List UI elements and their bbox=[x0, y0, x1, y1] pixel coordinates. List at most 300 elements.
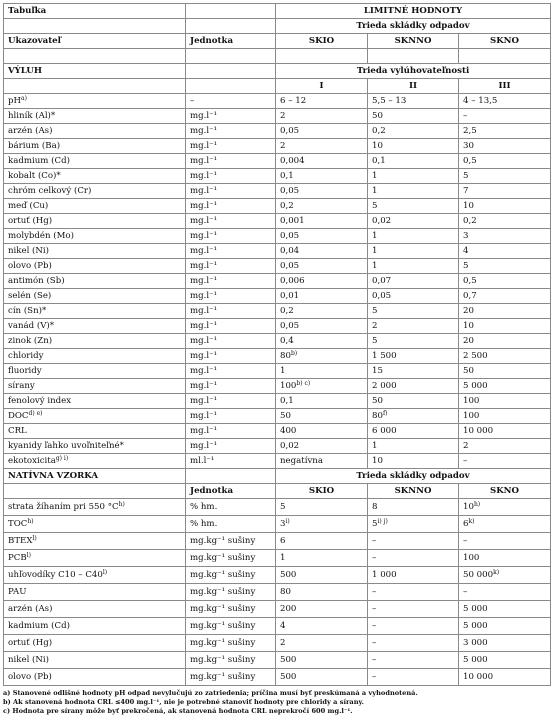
unit-cell-text: mg.l⁻¹ bbox=[190, 200, 218, 211]
limit-value-1 bbox=[276, 109, 368, 124]
indicator-name bbox=[4, 409, 186, 424]
unit-cell-text: mg.kg⁻¹ sušiny bbox=[190, 671, 256, 682]
table-row bbox=[4, 169, 551, 184]
unit-cell bbox=[186, 601, 276, 618]
limit-value-2 bbox=[368, 409, 459, 424]
limit-value-2 bbox=[368, 424, 459, 439]
limit-value-3 bbox=[459, 409, 551, 424]
unit-cell bbox=[186, 154, 276, 169]
limit-value-3 bbox=[459, 618, 551, 635]
limit-value-1-text: 0,1 bbox=[280, 395, 294, 406]
limit-value-2-text: 0,07 bbox=[372, 275, 392, 286]
limit-value-3-text: 100 bbox=[463, 552, 480, 563]
unit-cell-text: % hm. bbox=[190, 501, 218, 512]
unit-cell bbox=[186, 439, 276, 454]
limit-value-3 bbox=[459, 364, 551, 379]
indicator-name-text: zinok (Zn) bbox=[8, 335, 53, 346]
empty-cell bbox=[276, 49, 368, 64]
limit-value-2-text: – bbox=[372, 671, 377, 682]
leachate-section-title: VÝLUH bbox=[4, 64, 186, 79]
unit-cell-text: mg.l⁻¹ bbox=[190, 185, 218, 196]
footnote-mark: l) bbox=[32, 534, 37, 542]
limit-value-3 bbox=[459, 635, 551, 652]
indicator-name bbox=[4, 109, 186, 124]
unit-cell bbox=[186, 94, 276, 109]
limit-value-3-text: 2,5 bbox=[463, 125, 477, 136]
footnote-mark: l) bbox=[26, 551, 31, 559]
indicator-name bbox=[4, 567, 186, 584]
indicator-name-text: kobalt (Co)* bbox=[8, 170, 61, 181]
limit-value-1-text: 3 bbox=[280, 518, 286, 529]
limit-value-1 bbox=[276, 550, 368, 567]
table-row bbox=[4, 439, 551, 454]
limit-value-3 bbox=[459, 169, 551, 184]
unit-cell-text: mg.l⁻¹ bbox=[190, 395, 218, 406]
limit-value-1-text: 0,4 bbox=[280, 335, 294, 346]
limit-value-1 bbox=[276, 364, 368, 379]
limit-value-3 bbox=[459, 499, 551, 516]
limit-value-2-text: – bbox=[372, 654, 377, 665]
limit-value-3-text: 5 000 bbox=[463, 620, 488, 631]
limit-value-1-text: 4 bbox=[280, 620, 286, 631]
limit-value-2 bbox=[368, 244, 459, 259]
indicator-name bbox=[4, 214, 186, 229]
limit-value-3 bbox=[459, 139, 551, 154]
limit-value-1-text: 200 bbox=[280, 603, 297, 614]
indicator-name-text: selén (Se) bbox=[8, 290, 52, 301]
limit-value-2 bbox=[368, 439, 459, 454]
limit-value-2-text: 1 bbox=[372, 185, 378, 196]
limit-value-2-text: 1 000 bbox=[372, 569, 397, 580]
limit-value-2-text: 10 bbox=[372, 455, 383, 466]
indicator-name-text: molybdén (Mo) bbox=[8, 230, 74, 241]
limit-value-2-text: 1 bbox=[372, 245, 378, 256]
table-row bbox=[4, 454, 551, 469]
limit-value-2 bbox=[368, 533, 459, 550]
limit-value-3 bbox=[459, 109, 551, 124]
leach-class-header-3: III bbox=[459, 79, 551, 94]
limit-value-2-text: – bbox=[372, 552, 377, 563]
limit-value-1-text: 500 bbox=[280, 671, 297, 682]
footnote-mark: i) bbox=[285, 517, 290, 525]
indicator-name-text: ortuť (Hg) bbox=[8, 637, 53, 648]
unit-cell-text: mg.l⁻¹ bbox=[190, 320, 218, 331]
indicator-name bbox=[4, 394, 186, 409]
limit-value-2 bbox=[368, 601, 459, 618]
limit-value-2-text: 5 bbox=[372, 518, 378, 529]
footnote: b) Ak stanovená hodnota CRL ≤400 mg.l⁻¹, nie je potrebné stanoviť hodnoty pre chloridy a sírany. bbox=[3, 698, 364, 706]
limit-value-3-text: 50 bbox=[463, 365, 474, 376]
limit-value-2 bbox=[368, 304, 459, 319]
unit-cell bbox=[186, 214, 276, 229]
empty-cell bbox=[4, 49, 186, 64]
indicator-name-text: meď (Cu) bbox=[8, 200, 49, 211]
indicator-name bbox=[4, 379, 186, 394]
limit-value-2-text: – bbox=[372, 637, 377, 648]
limit-value-2 bbox=[368, 516, 459, 533]
limit-value-3 bbox=[459, 439, 551, 454]
indicator-name bbox=[4, 124, 186, 139]
table-row bbox=[4, 567, 551, 584]
limit-value-1 bbox=[276, 454, 368, 469]
unit-cell bbox=[186, 109, 276, 124]
limit-value-2 bbox=[368, 124, 459, 139]
class-header-skio: SKIO bbox=[276, 34, 368, 49]
unit-cell-text: ml.l⁻¹ bbox=[190, 455, 215, 466]
unit-cell bbox=[186, 199, 276, 214]
table-row bbox=[4, 124, 551, 139]
unit-cell-text: mg.l⁻¹ bbox=[190, 335, 218, 346]
limit-value-2 bbox=[368, 259, 459, 274]
limit-value-3-text: 5 bbox=[463, 170, 469, 181]
limit-value-1-text: 500 bbox=[280, 569, 297, 580]
limit-value-2 bbox=[368, 349, 459, 364]
indicator-name bbox=[4, 516, 186, 533]
limit-value-2 bbox=[368, 274, 459, 289]
indicator-name bbox=[4, 259, 186, 274]
limit-value-1 bbox=[276, 184, 368, 199]
unit-cell-text: – bbox=[190, 95, 195, 106]
limit-value-2-text: 1 bbox=[372, 230, 378, 241]
footnote-mark: k) bbox=[493, 568, 500, 576]
limit-value-3-text: – bbox=[463, 586, 468, 597]
unit-cell bbox=[186, 567, 276, 584]
empty-cell bbox=[4, 484, 186, 499]
footnote-mark: l) bbox=[102, 568, 108, 576]
table-row bbox=[4, 533, 551, 550]
limit-value-1 bbox=[276, 289, 368, 304]
table-row bbox=[4, 304, 551, 319]
footnote-mark: g) i) bbox=[55, 454, 69, 462]
indicator-name bbox=[4, 334, 186, 349]
limit-value-2-text: 15 bbox=[372, 365, 383, 376]
limit-value-3 bbox=[459, 424, 551, 439]
unit-cell-text: mg.l⁻¹ bbox=[190, 170, 218, 181]
unit-cell bbox=[186, 584, 276, 601]
limit-value-1-text: 2 bbox=[280, 637, 286, 648]
document bbox=[3, 3, 550, 716]
unit-cell-text: mg.l⁻¹ bbox=[190, 440, 218, 451]
unit-cell-text: mg.l⁻¹ bbox=[190, 245, 218, 256]
limit-value-2 bbox=[368, 169, 459, 184]
table-row bbox=[4, 601, 551, 618]
limit-value-2 bbox=[368, 319, 459, 334]
limit-value-1 bbox=[276, 229, 368, 244]
limit-value-2-text: 0,05 bbox=[372, 290, 392, 301]
unit-cell-text: mg.kg⁻¹ sušiny bbox=[190, 654, 256, 665]
limit-value-1 bbox=[276, 618, 368, 635]
unit-cell-text: mg.l⁻¹ bbox=[190, 230, 218, 241]
limit-value-2-text: 80 bbox=[372, 410, 383, 421]
limit-value-3-text: 20 bbox=[463, 305, 474, 316]
unit-cell-text: mg.l⁻¹ bbox=[190, 260, 218, 271]
unit-cell bbox=[186, 652, 276, 669]
limit-value-1 bbox=[276, 349, 368, 364]
limit-value-1 bbox=[276, 214, 368, 229]
indicator-name bbox=[4, 139, 186, 154]
limit-value-1 bbox=[276, 394, 368, 409]
table-row bbox=[4, 154, 551, 169]
table-row bbox=[4, 274, 551, 289]
limit-value-1 bbox=[276, 409, 368, 424]
limit-value-1 bbox=[276, 652, 368, 669]
unit-cell bbox=[186, 550, 276, 567]
table-row bbox=[4, 289, 551, 304]
indicator-name-text: DOC bbox=[8, 410, 29, 421]
limit-value-3-text: 2 bbox=[463, 440, 469, 451]
limit-value-3 bbox=[459, 516, 551, 533]
limit-value-2 bbox=[368, 567, 459, 584]
unit-cell bbox=[186, 319, 276, 334]
limit-value-1-text: 0,1 bbox=[280, 170, 294, 181]
limits-title: LIMITNÉ HODNOTY bbox=[276, 4, 551, 19]
limit-value-2 bbox=[368, 289, 459, 304]
unit-cell-text: mg.l⁻¹ bbox=[190, 155, 218, 166]
indicator-name-text: pH bbox=[8, 95, 21, 106]
limit-value-3-text: 6 bbox=[463, 518, 469, 529]
table-row bbox=[4, 259, 551, 274]
unit-cell bbox=[186, 169, 276, 184]
table-row bbox=[4, 199, 551, 214]
unit-cell bbox=[186, 289, 276, 304]
limit-value-2 bbox=[368, 584, 459, 601]
limit-value-2 bbox=[368, 334, 459, 349]
limit-value-2 bbox=[368, 652, 459, 669]
limit-value-2-text: – bbox=[372, 603, 377, 614]
limit-value-3-text: 20 bbox=[463, 335, 474, 346]
limit-value-1 bbox=[276, 379, 368, 394]
footnote-mark: b) c) bbox=[296, 379, 311, 387]
limit-value-1 bbox=[276, 274, 368, 289]
limit-value-2 bbox=[368, 364, 459, 379]
limit-value-3 bbox=[459, 274, 551, 289]
limit-value-3 bbox=[459, 533, 551, 550]
limit-value-2 bbox=[368, 229, 459, 244]
limit-value-2 bbox=[368, 669, 459, 686]
limit-value-3-text: 0,5 bbox=[463, 275, 477, 286]
limit-value-3 bbox=[459, 567, 551, 584]
limit-value-1-text: 2 bbox=[280, 110, 286, 121]
limit-value-2-text: 1 bbox=[372, 170, 378, 181]
limit-value-1-text: 0,2 bbox=[280, 305, 294, 316]
table-row bbox=[4, 516, 551, 533]
limit-value-3-text: 0,5 bbox=[463, 155, 477, 166]
limit-value-2-text: 6 000 bbox=[372, 425, 397, 436]
table-row bbox=[4, 244, 551, 259]
limit-value-3 bbox=[459, 154, 551, 169]
indicator-name-text: nikel (Ni) bbox=[8, 654, 50, 665]
limit-value-2 bbox=[368, 139, 459, 154]
limit-value-2-text: 10 bbox=[372, 140, 383, 151]
table-row bbox=[4, 139, 551, 154]
limit-value-3 bbox=[459, 124, 551, 139]
limit-value-2-text: 2 000 bbox=[372, 380, 397, 391]
unit-cell bbox=[186, 516, 276, 533]
limit-value-3-text: 2 500 bbox=[463, 350, 488, 361]
limit-value-1-text: 100 bbox=[280, 380, 297, 391]
native-class-header-skno: SKNO bbox=[459, 484, 551, 499]
limit-value-3-text: 5 000 bbox=[463, 654, 488, 665]
unit-cell-text: mg.kg⁻¹ sušiny bbox=[190, 603, 256, 614]
unit-cell bbox=[186, 364, 276, 379]
limit-value-1 bbox=[276, 584, 368, 601]
limit-value-2 bbox=[368, 379, 459, 394]
footnote-mark: i) j) bbox=[377, 517, 388, 525]
indicator-name-text: nikel (Ni) bbox=[8, 245, 50, 256]
limit-value-2 bbox=[368, 499, 459, 516]
indicator-name-text: hliník (Al)* bbox=[8, 110, 56, 121]
class-header-sknno: SKNNO bbox=[368, 34, 459, 49]
limit-value-2-text: 5 bbox=[372, 305, 378, 316]
table-row bbox=[4, 394, 551, 409]
indicator-name-text: chloridy bbox=[8, 350, 44, 361]
landfill-class-title: Trieda skládky odpadov bbox=[276, 19, 551, 34]
unit-cell bbox=[186, 304, 276, 319]
indicator-name-text: arzén (As) bbox=[8, 125, 53, 136]
limit-value-1-text: 5 bbox=[280, 501, 286, 512]
unit-cell-text: mg.l⁻¹ bbox=[190, 215, 218, 226]
limit-value-3 bbox=[459, 229, 551, 244]
indicator-name-text: bárium (Ba) bbox=[8, 140, 61, 151]
limit-value-1-text: 0,05 bbox=[280, 320, 300, 331]
limit-value-3 bbox=[459, 349, 551, 364]
leach-class-header-1: I bbox=[276, 79, 368, 94]
limit-value-1-text: 2 bbox=[280, 140, 286, 151]
footnote-mark: h) bbox=[118, 500, 125, 508]
leachability-class-title: Trieda vylúhovateľnosti bbox=[276, 64, 551, 79]
limit-value-2-text: 8 bbox=[372, 501, 378, 512]
limit-value-3 bbox=[459, 669, 551, 686]
limit-value-2 bbox=[368, 454, 459, 469]
footnote-mark: h) bbox=[473, 500, 481, 508]
table-row bbox=[4, 424, 551, 439]
limit-value-1-text: 50 bbox=[280, 410, 291, 421]
table-row bbox=[4, 669, 551, 686]
limit-value-2-text: – bbox=[372, 586, 377, 597]
indicator-name bbox=[4, 635, 186, 652]
unit-cell-text: mg.l⁻¹ bbox=[190, 380, 218, 391]
limit-value-1-text: 0,004 bbox=[280, 155, 305, 166]
footnote-mark: f) bbox=[382, 409, 388, 417]
native-class-title: Trieda skládky odpadov bbox=[276, 469, 551, 484]
unit-cell bbox=[186, 124, 276, 139]
limit-value-1-text: 0,2 bbox=[280, 200, 294, 211]
unit-cell bbox=[186, 349, 276, 364]
native-class-header-skio: SKIO bbox=[276, 484, 368, 499]
limit-value-1-text: 0,01 bbox=[280, 290, 300, 301]
unit-cell-text: mg.kg⁻¹ sušiny bbox=[190, 535, 256, 546]
table-row bbox=[4, 184, 551, 199]
limit-value-3 bbox=[459, 289, 551, 304]
unit-cell-text: mg.l⁻¹ bbox=[190, 275, 218, 286]
table-row bbox=[4, 635, 551, 652]
indicator-name bbox=[4, 669, 186, 686]
unit-cell-text: mg.l⁻¹ bbox=[190, 350, 218, 361]
table-row bbox=[4, 652, 551, 669]
limit-value-2 bbox=[368, 394, 459, 409]
limit-value-1 bbox=[276, 139, 368, 154]
unit-cell bbox=[186, 669, 276, 686]
limit-value-3 bbox=[459, 244, 551, 259]
indicator-name-text: BTEX bbox=[8, 535, 33, 546]
leach-class-header-2: II bbox=[368, 79, 459, 94]
indicator-name-text: PCB bbox=[8, 552, 27, 563]
limit-value-3-text: 4 bbox=[463, 245, 469, 256]
limit-value-3-text: 10 000 bbox=[463, 425, 494, 436]
indicator-name-text: cín (Sn)* bbox=[8, 305, 47, 316]
indicator-name bbox=[4, 199, 186, 214]
limit-value-1 bbox=[276, 567, 368, 584]
indicator-name bbox=[4, 601, 186, 618]
limit-value-2-text: 5 bbox=[372, 200, 378, 211]
table-row bbox=[4, 94, 551, 109]
limit-value-3-text: 10 bbox=[463, 200, 474, 211]
limit-value-2-text: 0,1 bbox=[372, 155, 386, 166]
table-row bbox=[4, 214, 551, 229]
indicator-name-text: TOC bbox=[8, 518, 28, 529]
indicator-name-text: kadmium (Cd) bbox=[8, 620, 70, 631]
limit-value-1-text: 80 bbox=[280, 350, 291, 361]
unit-cell-text: mg.kg⁻¹ sušiny bbox=[190, 586, 256, 597]
indicator-name bbox=[4, 184, 186, 199]
limit-value-1 bbox=[276, 319, 368, 334]
limit-value-3-text: 4 – 13,5 bbox=[463, 95, 498, 106]
empty-cell bbox=[186, 4, 276, 19]
limit-value-2 bbox=[368, 109, 459, 124]
indicator-name-text: ortuť (Hg) bbox=[8, 215, 53, 226]
footnote: a) Stanovené odlišné hodnoty pH odpad nevylučujú zo zatriedenia; príčina musí byť preskúmaná a vyhodnotená. bbox=[3, 689, 418, 697]
indicator-name bbox=[4, 289, 186, 304]
limit-value-1 bbox=[276, 304, 368, 319]
empty-cell bbox=[368, 49, 459, 64]
indicator-name bbox=[4, 319, 186, 334]
limit-value-3-text: – bbox=[463, 535, 468, 546]
limit-value-2 bbox=[368, 618, 459, 635]
limit-value-3 bbox=[459, 199, 551, 214]
limit-value-2-text: 0,2 bbox=[372, 125, 386, 136]
unit-cell bbox=[186, 274, 276, 289]
limit-value-1-text: 0,001 bbox=[280, 215, 305, 226]
limit-value-2-text: 5 bbox=[372, 335, 378, 346]
limit-value-1 bbox=[276, 499, 368, 516]
table-row bbox=[4, 109, 551, 124]
limit-value-3 bbox=[459, 394, 551, 409]
table-row bbox=[4, 584, 551, 601]
limit-value-3 bbox=[459, 304, 551, 319]
class-header-skno: SKNO bbox=[459, 34, 551, 49]
table-row bbox=[4, 229, 551, 244]
limit-value-2-text: 0,02 bbox=[372, 215, 392, 226]
indicator-name bbox=[4, 229, 186, 244]
limit-value-3 bbox=[459, 550, 551, 567]
unit-cell-text: mg.l⁻¹ bbox=[190, 410, 218, 421]
unit-cell bbox=[186, 409, 276, 424]
native-class-header-sknno: SKNNO bbox=[368, 484, 459, 499]
table-row bbox=[4, 550, 551, 567]
limit-value-1 bbox=[276, 169, 368, 184]
empty-cell bbox=[186, 19, 276, 34]
unit-cell bbox=[186, 259, 276, 274]
table-row bbox=[4, 379, 551, 394]
table-title: Tabuľka bbox=[4, 4, 186, 19]
indicator-name-text: uhľovodíky C10 – C40 bbox=[8, 569, 103, 580]
limit-value-3-text: – bbox=[463, 110, 468, 121]
footnote-mark: d) e) bbox=[28, 409, 43, 417]
limit-value-2 bbox=[368, 199, 459, 214]
limit-value-2-text: 50 bbox=[372, 110, 383, 121]
empty-cell bbox=[186, 79, 276, 94]
indicator-name-text: olovo (Pb) bbox=[8, 671, 52, 682]
